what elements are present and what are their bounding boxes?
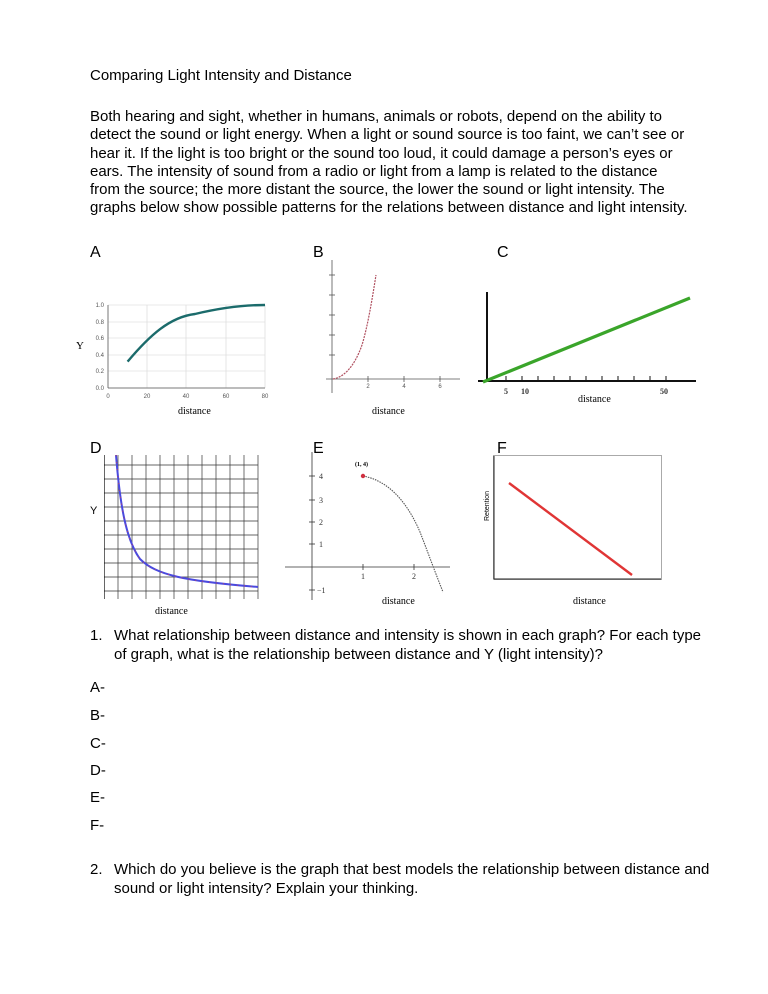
graph-b bbox=[300, 255, 460, 405]
graph-a-xlabel: distance bbox=[178, 406, 211, 417]
answer-b: B- bbox=[90, 707, 105, 724]
graph-b-xlabel: distance bbox=[372, 406, 405, 417]
b-curve bbox=[333, 275, 376, 379]
graph-d-ylabel: Y bbox=[90, 505, 98, 517]
graph-c-xlabel: distance bbox=[578, 394, 611, 405]
e-ytick: −1 bbox=[317, 586, 326, 595]
graph-f-label: F bbox=[497, 440, 507, 457]
graph-d bbox=[104, 455, 264, 603]
c-line bbox=[483, 298, 690, 382]
c-xtick: 50 bbox=[660, 387, 668, 396]
graph-f bbox=[493, 455, 668, 585]
b-xtick: 4 bbox=[402, 384, 406, 390]
answer-c: C- bbox=[90, 735, 106, 752]
f-line bbox=[509, 483, 632, 575]
a-ytick: 0.8 bbox=[95, 320, 104, 326]
intro-paragraph: Both hearing and sight, whether in humans, animals or robots, depend on the ability to detect the sound or light energy. When a light or sound source is too faint, we can’t see or hear it. If the light is too bright or the sound too loud, it could damage a person’s eyes or ears. The intensity of sound from a radio or light from a lamp is related to the distance from the source; the more distant the source, the lower the sound or light intensity. The graphs below show possible patterns for the relations between distance and light intensity. bbox=[90, 108, 688, 217]
a-curve bbox=[128, 305, 265, 362]
page-title: Comparing Light Intensity and Distance bbox=[90, 67, 352, 84]
c-xtick: 5 bbox=[504, 387, 508, 396]
a-ytick: 1.0 bbox=[95, 303, 104, 309]
e-ytick: 4 bbox=[319, 472, 323, 481]
a-ytick: 0.6 bbox=[95, 336, 104, 342]
graph-a-label: A bbox=[90, 244, 101, 261]
e-curve bbox=[363, 476, 443, 592]
graph-d-xlabel: distance bbox=[155, 606, 188, 617]
question-1-number: 1. bbox=[90, 627, 103, 644]
graph-c bbox=[478, 292, 703, 407]
a-xtick: 0 bbox=[106, 394, 110, 400]
e-ytick: 1 bbox=[319, 540, 323, 549]
b-xtick: 2 bbox=[366, 384, 370, 390]
graph-f-ylabel: Retention bbox=[484, 491, 491, 521]
a-ytick: 0.0 bbox=[95, 386, 104, 392]
graph-e bbox=[285, 452, 455, 602]
question-2 bbox=[90, 861, 710, 898]
e-ytick: 2 bbox=[319, 518, 323, 527]
graph-a-ylabel: Y bbox=[76, 340, 84, 352]
c-xtick: 10 bbox=[521, 387, 529, 396]
a-xtick: 80 bbox=[261, 394, 269, 400]
answer-d: D- bbox=[90, 762, 106, 779]
answer-e: E- bbox=[90, 789, 105, 806]
a-xtick: 60 bbox=[222, 394, 230, 400]
graph-f-xlabel: distance bbox=[573, 596, 606, 607]
e-point-label: (1, 4) bbox=[355, 462, 368, 468]
a-xtick: 40 bbox=[182, 394, 190, 400]
a-xtick: 20 bbox=[143, 394, 151, 400]
question-1-text: What relationship between distance and intensity is shown in each graph? For each type of graph, what is the relationship between distance and Y (light intensity)? bbox=[114, 627, 702, 663]
a-ytick: 0.2 bbox=[95, 369, 104, 375]
graph-e-xlabel: distance bbox=[382, 596, 415, 607]
e-xtick: 1 bbox=[361, 572, 365, 581]
e-xtick: 2 bbox=[412, 572, 416, 581]
graph-e-label: E bbox=[313, 440, 324, 457]
graph-b-label: B bbox=[313, 244, 324, 261]
e-point bbox=[361, 474, 365, 478]
question-2-text: Which do you believe is the graph that best models the relationship between distance and sound or light intensity? Explain your thinking. bbox=[114, 861, 710, 897]
b-xtick: 6 bbox=[438, 384, 442, 390]
answer-a: A- bbox=[90, 679, 105, 696]
graph-c-label: C bbox=[497, 244, 509, 261]
e-ytick: 3 bbox=[319, 496, 323, 505]
graph-d-label: D bbox=[90, 440, 102, 457]
a-ytick: 0.4 bbox=[95, 353, 104, 359]
graph-a bbox=[60, 295, 275, 420]
question-1 bbox=[90, 627, 710, 664]
answer-f: F- bbox=[90, 817, 105, 834]
question-2-number: 2. bbox=[90, 861, 103, 878]
